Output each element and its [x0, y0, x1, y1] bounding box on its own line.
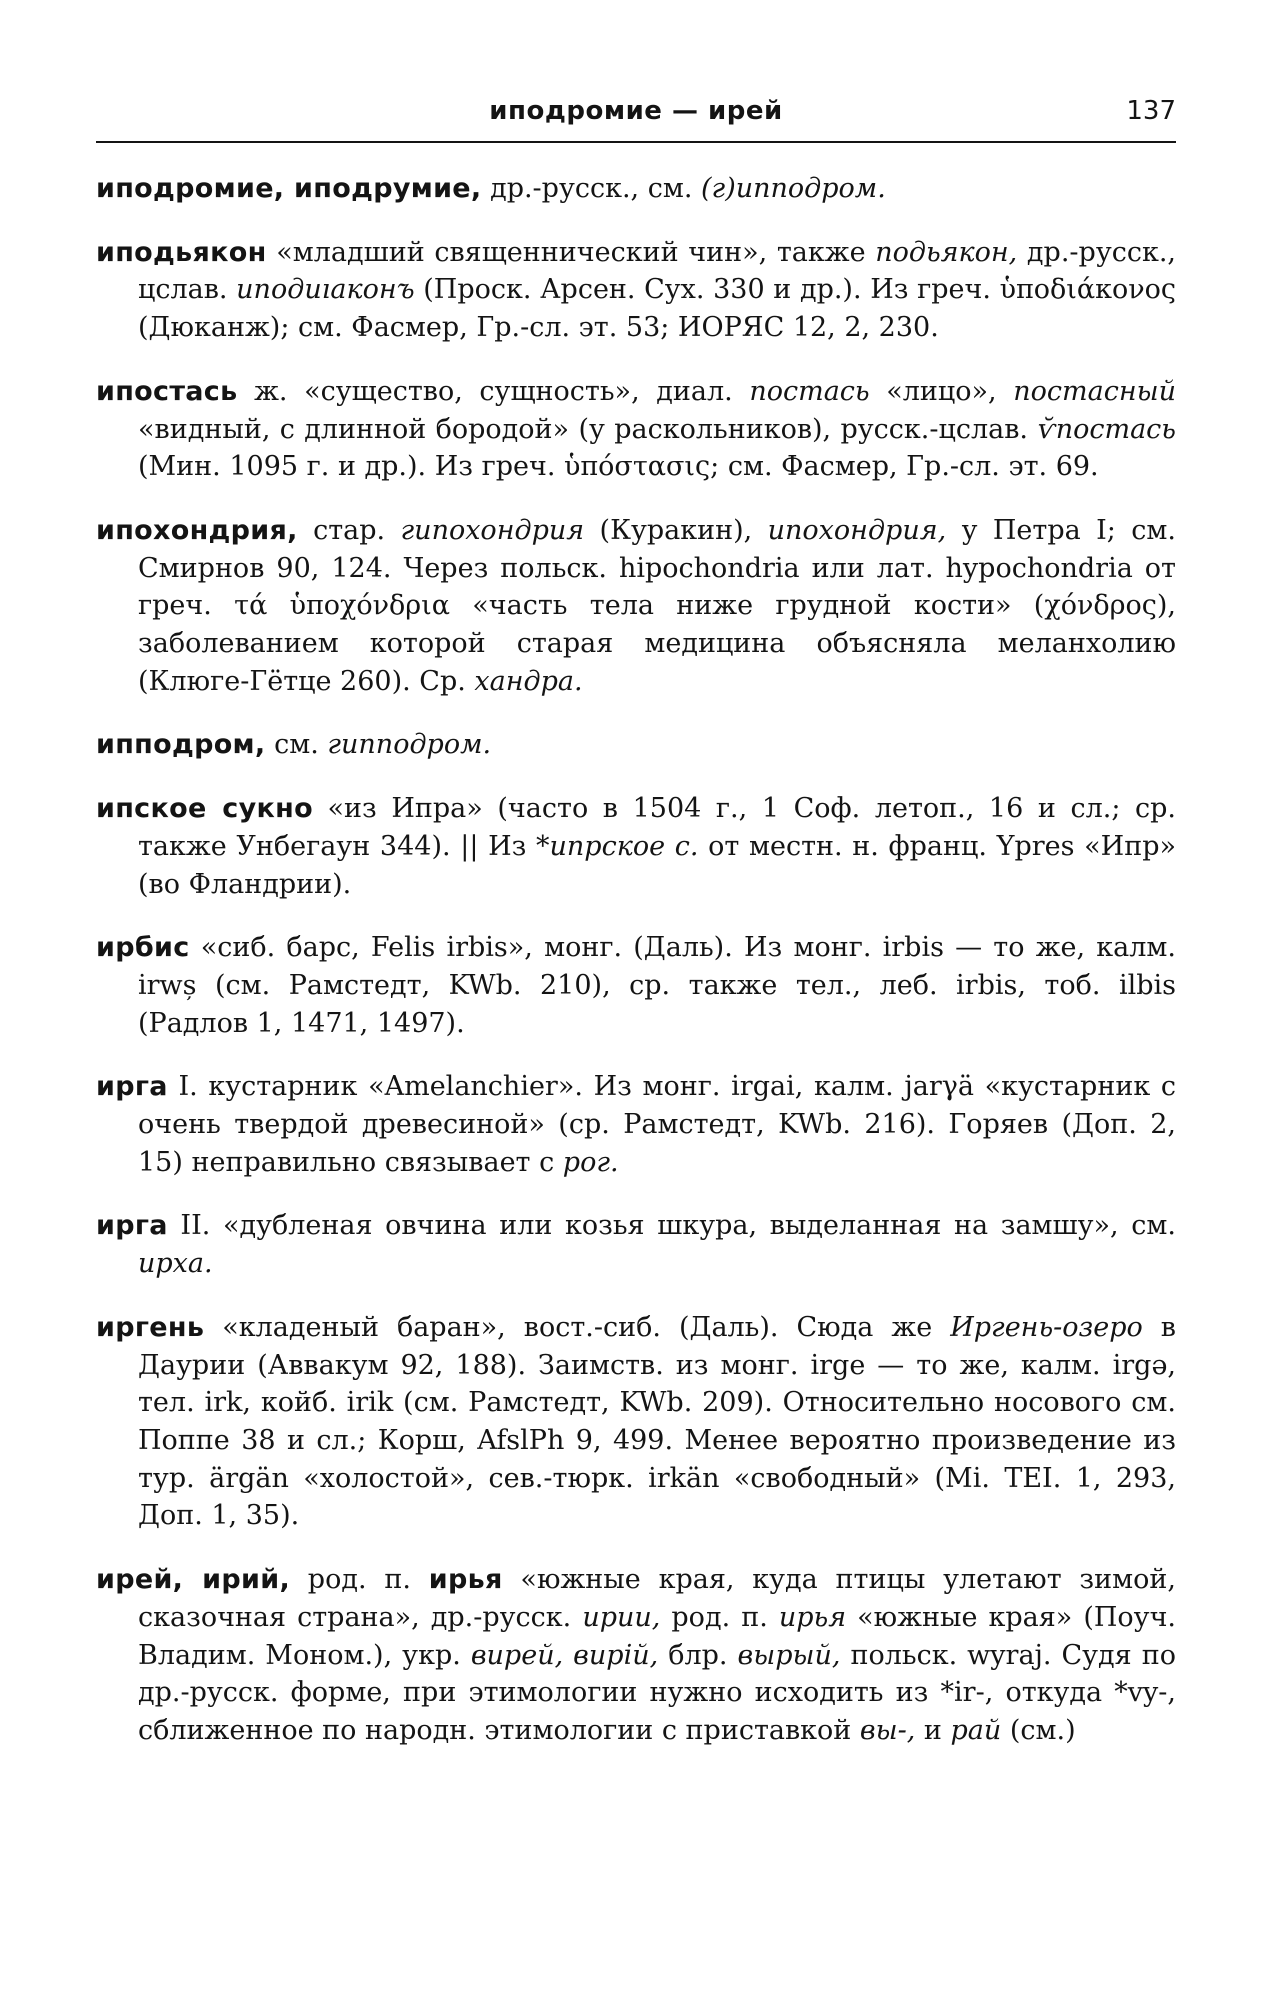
dictionary-entry — [96, 1309, 1176, 1535]
entry-text: (см.) — [1001, 1714, 1076, 1746]
entry-text: в Даурии (Аввакум 92, 188). Заимств. из монг. irge — то же, калм. irgə, тел. irk, койб. irik (см. Рамстедт, KWb. 209). Относительно носового см. Поппе 38 и сл.; Корш, AfslPh 9, 499. Менее вероятно произведение из тур. ärgän «холостой», сев.-тюрк. irkän «свободный» (Mi. TEI. 1, 293, Доп. 1, 35). — [138, 1311, 1176, 1532]
entry-text: др.-русск., цслав. — [138, 236, 1176, 306]
entry-text: у Петра I; см. Смирнов 90, 124. Через польск. hipochondria или лат. hypochondria от греч. τά ὑποχόνδρια «часть тела ниже грудной кости» (χόνδρος), заболеванием которой старая медицина объясняла меланхолию (Клюге-Гётце 260). Ср. — [138, 514, 1177, 697]
entry-italic-text: ирха. — [138, 1248, 213, 1280]
entry-text: род. п. — [290, 1564, 429, 1596]
entry-text: (Мин. 1095 г. и др.). Из греч. ὑπόστασις; см. Фасмер, Гр.-сл. эт. 69. — [138, 451, 1099, 483]
entry-bold-form: ирья — [428, 1564, 503, 1596]
dictionary-body — [96, 170, 1176, 1776]
entry-text: «из Ипра» (часто в 1504 г., 1 Соф. летоп., 16 и сл.; ср. также Унбегаун 344). || Из — [138, 793, 1176, 862]
entry-text: I. кустарник «Amelanchier». Из монг. irgai, калм. jarγä «кустарник с очень твердой древесиной» (ср. Рамстедт, KWb. 216). Горяев (Доп. 2, 15) неправильно связывает с — [138, 1071, 1176, 1178]
entry-headword: ипское сукно — [96, 793, 313, 825]
page-header — [96, 96, 1176, 136]
entry-headword: ипохондрия, — [96, 514, 298, 546]
header-rule — [96, 141, 1176, 143]
entry-text: (Куракин), — [584, 514, 768, 546]
entry-italic-text: вирей, вирiй, — [470, 1639, 659, 1671]
entry-headword: ирга — [96, 1071, 168, 1103]
entry-italic-text: гипподром. — [327, 729, 492, 761]
entry-text: от местн. н. франц. Ypres «Ипр» (во Фландрии). — [138, 830, 1176, 900]
page-number: 137 — [1126, 96, 1176, 126]
entry-italic-text: рог. — [562, 1146, 619, 1178]
entry-text: стар. — [297, 514, 401, 546]
entry-italic-text: ирья — [778, 1601, 847, 1633]
dictionary-entry — [96, 234, 1176, 347]
entry-text: и — [915, 1714, 951, 1746]
entry-text: «южные края, куда птицы улетают зимой, сказочная страна», др.-русск. — [138, 1564, 1176, 1633]
entry-text: «кладеный баран», вост.-сиб. (Даль). Сюда же — [204, 1311, 951, 1343]
dictionary-entry — [96, 726, 1176, 764]
entry-italic-text: постасный — [1013, 375, 1176, 407]
entry-italic-text: хандра. — [474, 665, 583, 697]
dictionary-entry — [96, 1207, 1176, 1282]
entry-headword: иподьякон — [96, 236, 267, 268]
entry-text: «младший священнический чин», также — [266, 236, 876, 268]
entry-text: др.-русск., см. — [481, 173, 702, 204]
entry-italic-text: Иргень-озеро — [950, 1311, 1143, 1343]
entry-text: «сиб. барс, Felis irbis», монг. (Даль). Из монг. irbis — то же, калм. irwș (см. Рамстедт, KWb. 210), ср. также тел., леб. irbis, тоб. ilbis (Радлов 1, 1471, 1497). — [138, 932, 1176, 1039]
entry-text: блр. — [658, 1639, 738, 1671]
running-head: иподромие — ирей — [489, 96, 783, 126]
entry-italic-text: ирии, — [582, 1601, 661, 1633]
entry-text: «лицо», — [869, 375, 1014, 407]
entry-text: род. п. — [660, 1601, 779, 1633]
entry-italic-text: *ипрское с. — [536, 830, 699, 862]
dictionary-entry — [96, 373, 1176, 486]
entry-italic-text: ипохондрия, — [767, 514, 947, 546]
entry-text: (Проск. Арсен. Сух. 330 и др.). Из греч. ὑποδιάκονος (Дюканж); см. Фасмер, Гр.-сл. эт. 53; ИОРЯС 12, 2, 230. — [138, 274, 1176, 344]
dictionary-entry — [96, 170, 1176, 208]
entry-headword: ипподром, — [96, 729, 266, 761]
entry-headword: ирбис — [96, 932, 190, 964]
entry-italic-text: вырый, — [737, 1639, 841, 1671]
entry-text: «южные края» (Поуч. Владим. Моном.), укр. — [138, 1601, 1177, 1671]
entry-italic-text: рай — [950, 1714, 1002, 1746]
dictionary-entry — [96, 790, 1176, 903]
entry-text: польск. wyraj. Судя по др.-русск. форме, при этимологии нужно исходить из *ir-, откуда *vy-, сближенное по народн. этимологии с приставкой — [138, 1639, 1176, 1746]
entry-headword: иподромие, иподрумие, — [96, 173, 482, 204]
entry-italic-text: ѵ̆постась — [1037, 413, 1176, 445]
entry-text: см. — [265, 729, 328, 761]
entry-italic-text: постась — [749, 375, 870, 407]
dictionary-entry — [96, 1068, 1176, 1181]
entry-italic-text: вы-, — [859, 1714, 916, 1746]
dictionary-entry — [96, 929, 1176, 1042]
entry-text: II. «дубленая овчина или козья шкура, выделанная на замшу», см. — [167, 1210, 1176, 1242]
entry-italic-text: иподиıаконъ — [236, 274, 415, 306]
entry-headword: ирга — [96, 1210, 168, 1242]
entry-italic-text: (г)ипподром. — [701, 173, 886, 204]
entry-text: ж. «существо, сущность», диал. — [237, 375, 750, 407]
dictionary-entry — [96, 512, 1176, 701]
entry-italic-text: подьякон, — [875, 236, 1018, 268]
entry-text: «видный, с длинной бородой» (у раскольников), русск.-цслав. — [138, 413, 1038, 445]
entry-headword: иргень — [96, 1311, 205, 1343]
dictionary-entry — [96, 1561, 1176, 1750]
entry-headword: ипостась — [96, 375, 238, 407]
entry-italic-text: гипохондрия — [400, 514, 585, 546]
entry-headword: ирей, ирий, — [96, 1564, 290, 1596]
